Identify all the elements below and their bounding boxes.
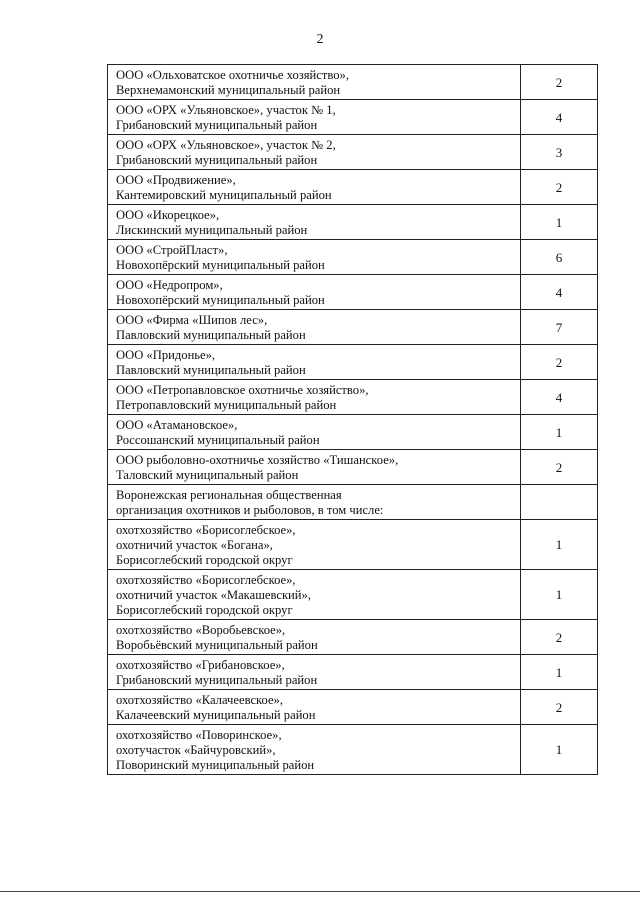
table-row xyxy=(108,380,598,415)
count-cell: 4 xyxy=(521,100,598,135)
table-row xyxy=(108,100,598,135)
hunting-grounds-table xyxy=(107,64,598,775)
count-cell: 2 xyxy=(521,65,598,100)
organization-line: Кантемировский муниципальный район xyxy=(116,188,332,202)
table-row xyxy=(108,275,598,310)
organization-line: Россошанский муниципальный район xyxy=(116,433,320,447)
organization-line: ООО «Недропром», xyxy=(116,278,223,292)
organization-line: Воробьёвский муниципальный район xyxy=(116,638,318,652)
count-cell: 2 xyxy=(521,170,598,205)
organization-cell xyxy=(108,725,521,775)
count-cell: 4 xyxy=(521,380,598,415)
organization-cell xyxy=(108,275,521,310)
organization-cell xyxy=(108,450,521,485)
organization-line: Поворинский муниципальный район xyxy=(116,758,315,772)
organization-cell xyxy=(108,570,521,620)
count-cell: 1 xyxy=(521,655,598,690)
organization-cell xyxy=(108,205,521,240)
bottom-divider xyxy=(0,891,640,892)
table-row xyxy=(108,205,598,240)
organization-line: Лискинский муниципальный район xyxy=(116,223,308,237)
organization-line: охотучасток «Байчуровский», xyxy=(116,743,276,757)
organization-cell xyxy=(108,520,521,570)
count-cell: 6 xyxy=(521,240,598,275)
organization-line: ООО «Придонье», xyxy=(116,348,216,362)
organization-line: Борисоглебский городской округ xyxy=(116,553,293,567)
organization-line: охотничий участок «Макашевский», xyxy=(116,588,311,602)
organization-line: Грибановский муниципальный район xyxy=(116,673,318,687)
table-row xyxy=(108,690,598,725)
organization-line: Таловский муниципальный район xyxy=(116,468,299,482)
organization-line: охотхозяйство «Поворинское», xyxy=(116,728,282,742)
organization-line: ООО «ОРХ «Ульяновское», участок № 1, xyxy=(116,103,336,117)
organization-line: организация охотников и рыболовов, в том числе: xyxy=(116,503,384,517)
count-cell: 1 xyxy=(521,520,598,570)
organization-cell xyxy=(108,655,521,690)
count-cell: 2 xyxy=(521,620,598,655)
count-cell: 1 xyxy=(521,205,598,240)
table-row xyxy=(108,570,598,620)
organization-line: ООО «Ольховатское охотничье хозяйство», xyxy=(116,68,349,82)
table-row xyxy=(108,725,598,775)
organization-cell xyxy=(108,100,521,135)
table-row xyxy=(108,655,598,690)
table-body xyxy=(108,65,598,775)
organization-cell xyxy=(108,485,521,520)
organization-line: Новохопёрский муниципальный район xyxy=(116,293,325,307)
organization-cell xyxy=(108,135,521,170)
count-cell xyxy=(521,485,598,520)
table-row xyxy=(108,310,598,345)
table-row xyxy=(108,620,598,655)
organization-line: Павловский муниципальный район xyxy=(116,328,306,342)
organization-line: ООО «СтройПласт», xyxy=(116,243,228,257)
table-row xyxy=(108,415,598,450)
count-cell: 2 xyxy=(521,345,598,380)
organization-line: Петропавловский муниципальный район xyxy=(116,398,337,412)
organization-cell xyxy=(108,380,521,415)
count-cell: 3 xyxy=(521,135,598,170)
organization-line: ООО «Икорецкое», xyxy=(116,208,220,222)
organization-line: ООО рыболовно-охотничье хозяйство «Тишанское», xyxy=(116,453,399,467)
organization-line: охотхозяйство «Борисоглебское», xyxy=(116,523,296,537)
table-row xyxy=(108,485,598,520)
organization-cell xyxy=(108,620,521,655)
organization-cell xyxy=(108,310,521,345)
organization-cell xyxy=(108,345,521,380)
organization-line: Павловский муниципальный район xyxy=(116,363,306,377)
organization-line: охотхозяйство «Борисоглебское», xyxy=(116,573,296,587)
organization-line: ООО «Атамановское», xyxy=(116,418,238,432)
organization-line: Калачеевский муниципальный район xyxy=(116,708,316,722)
organization-line: Борисоглебский городской округ xyxy=(116,603,293,617)
organization-line: Воронежская региональная общественная xyxy=(116,488,342,502)
table-row xyxy=(108,135,598,170)
organization-line: ООО «Продвижение», xyxy=(116,173,236,187)
table-row xyxy=(108,240,598,275)
organization-cell xyxy=(108,690,521,725)
table-row xyxy=(108,520,598,570)
count-cell: 1 xyxy=(521,570,598,620)
organization-line: ООО «Петропавловское охотничье хозяйство», xyxy=(116,383,369,397)
count-cell: 2 xyxy=(521,450,598,485)
table-row xyxy=(108,65,598,100)
organization-line: Новохопёрский муниципальный район xyxy=(116,258,325,272)
organization-line: охотничий участок «Богана», xyxy=(116,538,273,552)
count-cell: 7 xyxy=(521,310,598,345)
page-number: 2 xyxy=(316,32,324,47)
organization-cell xyxy=(108,65,521,100)
organization-line: ООО «Фирма «Шипов лес», xyxy=(116,313,268,327)
table-row xyxy=(108,170,598,205)
organization-line: ООО «ОРХ «Ульяновское», участок № 2, xyxy=(116,138,336,152)
table-row xyxy=(108,345,598,380)
organization-cell xyxy=(108,240,521,275)
organization-line: Верхнемамонский муниципальный район xyxy=(116,83,341,97)
count-cell: 1 xyxy=(521,725,598,775)
organization-line: охотхозяйство «Воробьевское», xyxy=(116,623,286,637)
count-cell: 4 xyxy=(521,275,598,310)
organization-cell xyxy=(108,170,521,205)
organization-line: Грибановский муниципальный район xyxy=(116,118,318,132)
organization-line: охотхозяйство «Грибановское», xyxy=(116,658,285,672)
organization-line: охотхозяйство «Калачеевское», xyxy=(116,693,283,707)
table-row xyxy=(108,450,598,485)
organization-cell xyxy=(108,415,521,450)
organization-line: Грибановский муниципальный район xyxy=(116,153,318,167)
count-cell: 2 xyxy=(521,690,598,725)
count-cell: 1 xyxy=(521,415,598,450)
